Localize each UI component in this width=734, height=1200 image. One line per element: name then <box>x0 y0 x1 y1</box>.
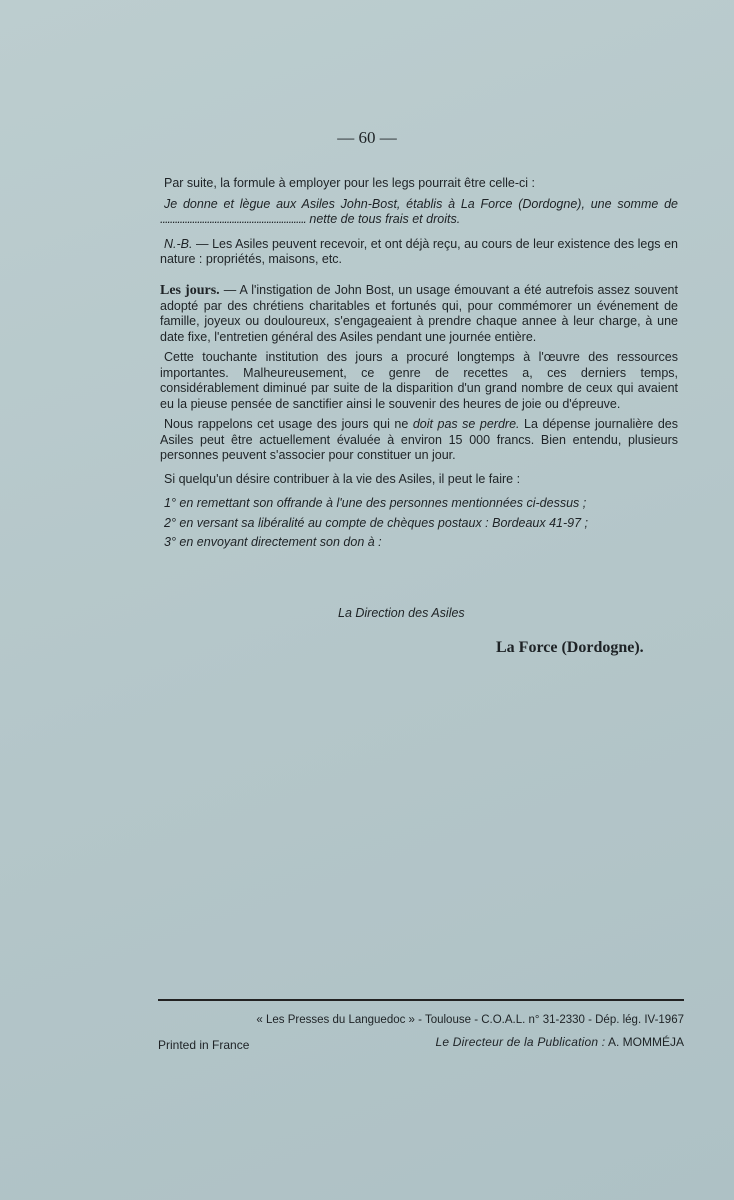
footer-director-label: Le Directeur de la Publication : <box>435 1035 606 1049</box>
jours-p1-text: — A l'instigation de John Bost, un usage émouvant a été autrefois assez souvent adopté par des chrétiens charitables et fortunés qui, pour commémorer un événement de famille, joyeux ou douloureux, s'engageaient à prendre chaque annee à leur charge, à une date fixe, l'entretien général des Asiles pendant une journée entière. <box>160 283 678 344</box>
footer-divider <box>158 999 684 1001</box>
contribution-intro: Si quelqu'un désire contribuer à la vie des Asiles, il peut le faire : <box>164 471 521 486</box>
page-number: — 60 — <box>337 128 397 147</box>
contribution-item-2: 2° en versant sa libéralité au compte de chèques postaux : Bordeaux 41-97 ; <box>164 515 589 530</box>
nb-text: — Les Asiles peuvent recevoir, et ont déjà reçu, au cours de leur existence des legs en nature : propriétés, maisons, etc. <box>160 236 678 266</box>
legs-formula-start: Je donne et lègue aux Asiles John-Bost, établis à La Force (Dordogne), une somme de <box>164 196 678 211</box>
jours-p3-end: La dépense journalière des Asiles peut être actuellement évaluée à environ 15 000 francs. Bien entendu, plusieurs personnes peuvent s'associer pour constituer un jour. <box>160 417 678 462</box>
jours-paragraph-2: Cette touchante institution des jours a procuré longtemps à l'œuvre des ressources importantes. Malheureusement, ce genre de recettes a, ces derniers temps, considérablement diminué par suite de la disparition d'un grand nombre de ceux qui avaient eu la pieuse pensée de sanctifier ainsi le souvenir des heures de joie ou d'épreuve. <box>160 350 678 411</box>
contribution-item-1: 1° en remettant son offrande à l'une des personnes mentionnées ci-dessus ; <box>164 496 587 510</box>
legs-section <box>160 176 678 273</box>
signature-direction: La Direction des Asiles <box>338 606 465 620</box>
nb-note <box>160 237 678 268</box>
footer-printed: Printed in France <box>158 1038 250 1052</box>
nb-label: N.-B. <box>164 236 193 251</box>
contribution-item-3: 3° en envoyant directement son don à : <box>164 535 382 549</box>
legs-intro: Par suite, la formule à employer pour les legs pourrait être celle-ci : <box>164 176 535 190</box>
signature-place: La Force (Dordogne). <box>496 639 644 656</box>
footer-director <box>435 1035 684 1049</box>
jours-section <box>160 283 678 555</box>
jours-paragraph-3 <box>160 417 678 464</box>
footer-publisher: « Les Presses du Languedoc » - Toulouse - C.O.A.L. n° 31-2330 - Dép. lég. IV-1967 <box>256 1014 684 1026</box>
legs-formula <box>160 197 678 228</box>
legs-formula-blank: ........................................................... <box>160 212 306 226</box>
jours-p3-start: Nous rappelons cet usage des jours qui ne <box>164 417 409 431</box>
jours-heading: Les jours. <box>160 283 220 298</box>
jours-paragraph-1 <box>160 283 678 345</box>
footer-director-name: A. MOMMÉJA <box>607 1035 684 1049</box>
jours-p3-italic: doit pas se perdre. <box>412 417 520 431</box>
legs-formula-end: nette de tous frais et droits. <box>309 212 461 226</box>
